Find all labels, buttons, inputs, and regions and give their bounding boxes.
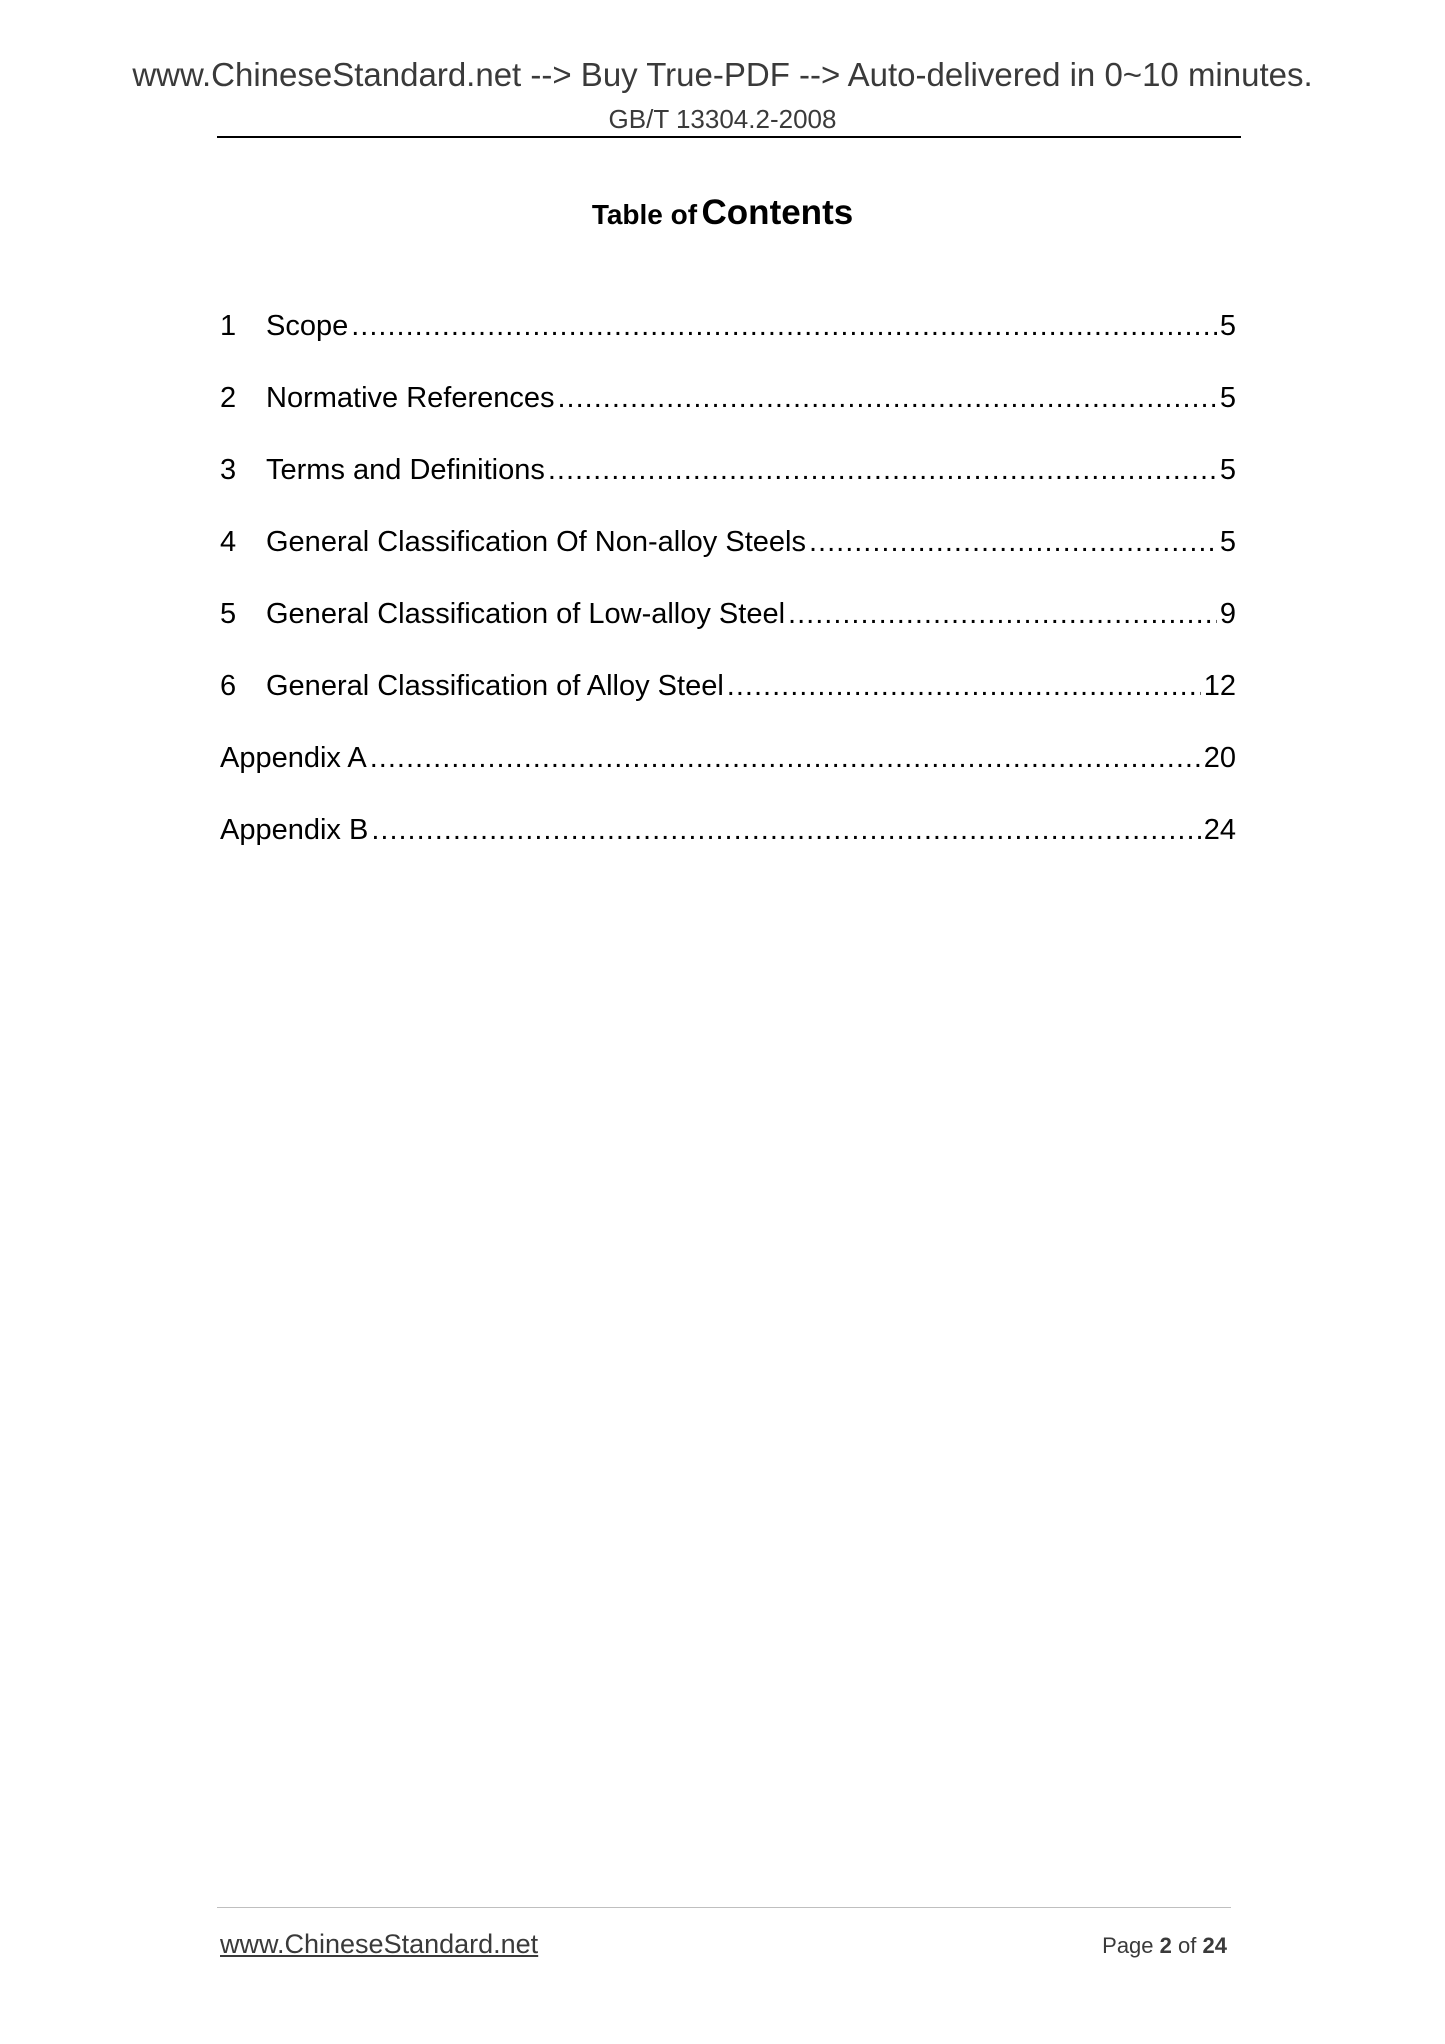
toc-entry-page: 12 — [1203, 670, 1236, 702]
toc-entry-label: General Classification of Low-alloy Steel — [266, 598, 786, 630]
page-of: of — [1178, 1933, 1197, 1958]
toc-entry-normative-references[interactable] — [220, 382, 1236, 454]
toc-dot-leader — [370, 742, 1201, 775]
toc-entry-number: 5 — [220, 598, 237, 630]
toc-entry-number: 6 — [220, 670, 237, 702]
toc-entry-label: Scope — [266, 310, 349, 342]
toc-entry-label: Appendix A — [220, 742, 367, 774]
header-banner: www.ChineseStandard.net --> Buy True-PDF --> Auto-delivered in 0~10 minutes. — [132, 56, 1313, 93]
footer-page-number — [1102, 1933, 1227, 1959]
toc-dot-leader — [548, 454, 1217, 487]
toc-entry-page: 5 — [1219, 382, 1236, 414]
toc-entry-page: 5 — [1219, 310, 1236, 342]
toc-entry-label: Terms and Definitions — [266, 454, 545, 486]
document-code: GB/T 13304.2-2008 — [608, 104, 837, 134]
page-title — [0, 193, 1445, 233]
toc-entry-number: 3 — [220, 454, 237, 486]
toc-entry-terms-and-definitions[interactable] — [220, 454, 1236, 526]
title-part-1: Table of — [591, 199, 698, 230]
toc-entry-appendix-b[interactable] — [220, 814, 1236, 886]
table-of-contents — [220, 310, 1236, 886]
toc-entry-page: 5 — [1219, 454, 1236, 486]
toc-entry-scope[interactable] — [220, 310, 1236, 382]
toc-entry-appendix-a[interactable] — [220, 742, 1236, 814]
page-total: 24 — [1202, 1933, 1227, 1958]
toc-entry-non-alloy-steels[interactable] — [220, 526, 1236, 598]
toc-entry-alloy-steel[interactable] — [220, 670, 1236, 742]
toc-dot-leader — [558, 382, 1217, 415]
toc-dot-leader — [788, 598, 1217, 631]
footer-website-link[interactable]: www.ChineseStandard.net — [220, 1929, 539, 1959]
toc-entry-page: 24 — [1203, 814, 1236, 846]
toc-entry-page: 9 — [1219, 598, 1236, 630]
toc-entry-label: Appendix B — [220, 814, 369, 846]
toc-entry-page: 5 — [1219, 526, 1236, 558]
toc-entry-low-alloy-steel[interactable] — [220, 598, 1236, 670]
toc-dot-leader — [727, 670, 1201, 703]
toc-entry-page: 20 — [1203, 742, 1236, 774]
toc-entry-number: 2 — [220, 382, 237, 414]
toc-dot-leader — [371, 814, 1200, 847]
toc-entry-label: General Classification of Alloy Steel — [266, 670, 724, 702]
page-prefix: Page — [1102, 1933, 1154, 1958]
title-part-2: Contents — [701, 193, 854, 232]
toc-dot-leader — [809, 526, 1217, 559]
toc-entry-label: Normative References — [266, 382, 555, 414]
header-divider — [217, 136, 1241, 138]
toc-entry-number: 1 — [220, 310, 237, 342]
toc-dot-leader — [351, 310, 1217, 343]
toc-entry-number: 4 — [220, 526, 237, 558]
footer-divider — [217, 1907, 1231, 1908]
toc-entry-label: General Classification Of Non-alloy Steels — [266, 526, 806, 558]
page-current: 2 — [1159, 1933, 1172, 1958]
